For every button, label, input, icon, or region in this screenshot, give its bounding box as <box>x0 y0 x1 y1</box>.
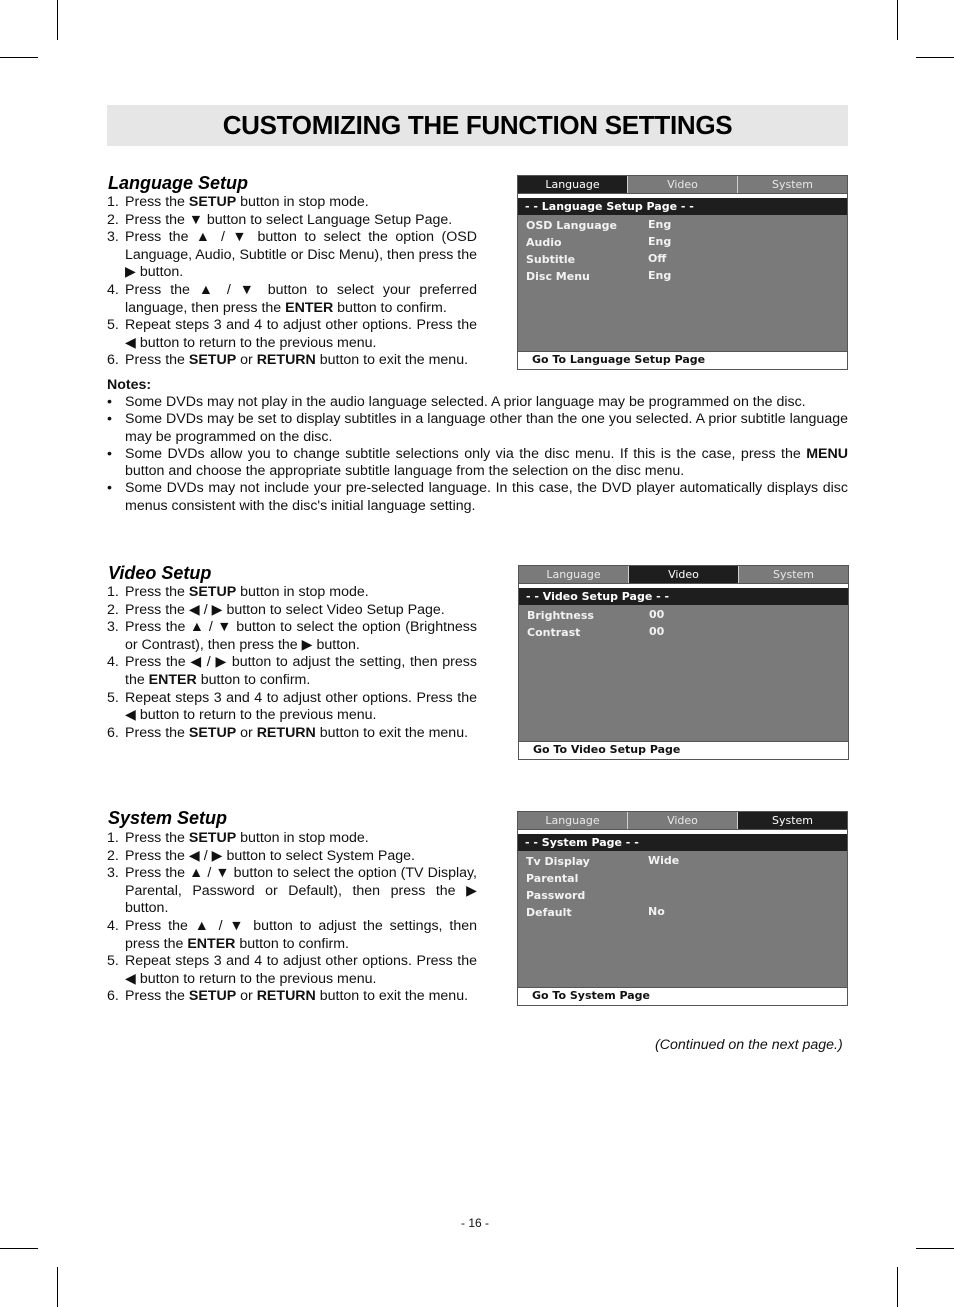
menu-option-label: Contrast <box>527 626 581 639</box>
menu-option-row[interactable] <box>518 905 847 922</box>
crop-mark <box>0 57 38 58</box>
title-bar <box>107 105 848 146</box>
step-item: 1. Press the SETUP button in stop mode. <box>107 584 369 600</box>
menu-option-row[interactable] <box>518 269 847 286</box>
note-item: • Some DVDs may not include your pre-selected language. In this case, the DVD player automatically displays disc menus consistent with the disc's initial language setting. <box>107 480 848 514</box>
step-item: 6. Press the SETUP or RETURN button to exit the menu. <box>107 724 469 741</box>
system-setup-heading: System Setup <box>108 808 228 828</box>
step-item: 5. Repeat steps 3 and 4 to adjust other options. Press the ◀ button to return to the previous menu. <box>107 317 477 351</box>
step-item: 4. Press the ▲ / ▼ button to select your preferred language, then press the ENTER button to confirm. <box>107 281 477 316</box>
menu-option-value: 00 <box>649 625 665 638</box>
crop-mark <box>897 1267 898 1307</box>
menu-tabs <box>518 176 847 194</box>
menu-tab-video[interactable]: Video <box>627 812 737 829</box>
menu-option-label: Tv Display <box>526 855 590 868</box>
menu-option-row[interactable] <box>518 854 847 871</box>
step-item: 3. Press the ▲ / ▼ button to select the option (Brightness or Contrast), then press the ▶ button. <box>107 619 477 653</box>
menu-option-row[interactable] <box>518 871 847 888</box>
menu-option-label: Disc Menu <box>526 270 590 283</box>
menu-option-label: Brightness <box>527 609 594 622</box>
menu-option-label: Audio <box>526 236 562 249</box>
step-item: 6. Press the SETUP or RETURN button to exit the menu. <box>107 988 469 1005</box>
menu-tab-language[interactable]: Language <box>518 812 627 829</box>
menu-page-title: - - System Page - - <box>518 834 847 851</box>
page-number: - 16 - <box>461 1216 490 1230</box>
video-setup-heading: Video Setup <box>108 563 212 583</box>
menu-option-row[interactable] <box>518 218 847 235</box>
language-setup-heading: Language Setup <box>108 173 249 193</box>
language-setup-menu <box>517 175 848 370</box>
note-item: • Some DVDs may be set to display subtitles in a language other than the one you selected. A prior subtitle language may be programmed on the disc. <box>107 411 848 445</box>
video-setup-steps <box>107 584 477 742</box>
step-item: 1. Press the SETUP button in stop mode. <box>107 194 369 210</box>
menu-option-value: Wide <box>648 854 680 867</box>
menu-footer: Go To System Page <box>518 987 847 1005</box>
menu-option-label: Password <box>526 889 586 902</box>
continued-note: (Continued on the next page.) <box>655 1037 843 1053</box>
menu-tabs <box>518 812 847 830</box>
menu-option-label: Subtitle <box>526 253 576 266</box>
step-item: 1. Press the SETUP button in stop mode. <box>107 830 369 846</box>
menu-option-row[interactable] <box>519 608 848 625</box>
crop-mark <box>0 1248 38 1249</box>
menu-tab-system[interactable]: System <box>738 566 848 583</box>
menu-tabs <box>519 566 848 584</box>
menu-footer: Go To Video Setup Page <box>519 741 848 759</box>
step-item: 2. Press the ◀ / ▶ button to select Video Setup Page. <box>107 601 445 618</box>
menu-option-value: Eng <box>648 269 672 282</box>
note-item: • Some DVDs allow you to change subtitle selections only via the disc menu. If this is the case, press the MENU button and choose the appropriate subtitle language from the selection on the disc menu. <box>107 445 848 480</box>
notes-heading: Notes: <box>107 377 152 393</box>
note-item: • Some DVDs may not play in the audio language selected. A prior language may be programmed on the disc. <box>107 394 806 410</box>
menu-options <box>518 215 847 351</box>
step-item: 4. Press the ▲ / ▼ button to adjust the settings, then press the ENTER button to confirm. <box>107 917 477 952</box>
system-setup-steps <box>107 830 477 1006</box>
crop-mark <box>916 1248 954 1249</box>
menu-footer: Go To Language Setup Page <box>518 351 847 369</box>
menu-option-value: Off <box>648 252 667 265</box>
menu-tab-system[interactable]: System <box>737 812 847 829</box>
menu-option-row[interactable] <box>518 888 847 905</box>
step-item: 5. Repeat steps 3 and 4 to adjust other options. Press the ◀ button to return to the previous menu. <box>107 953 477 987</box>
crop-mark <box>916 57 954 58</box>
menu-option-label: Parental <box>526 872 579 885</box>
step-item: 5. Repeat steps 3 and 4 to adjust other options. Press the ◀ button to return to the previous menu. <box>107 689 477 724</box>
menu-options <box>518 851 847 987</box>
menu-option-row[interactable] <box>518 235 847 252</box>
notes-list <box>107 394 848 515</box>
step-item: 4. Press the ◀ / ▶ button to adjust the setting, then press the ENTER button to confirm. <box>107 654 477 688</box>
menu-option-label: OSD Language <box>526 219 617 232</box>
menu-options <box>519 605 848 741</box>
step-item: 3. Press the ▲ / ▼ button to select the option (TV Display, Parental, Password or Default), then press the ▶ button. <box>107 865 477 917</box>
step-item: 3. Press the ▲ / ▼ button to select the option (OSD Language, Audio, Subtitle or Disc Menu), then press the ▶ button. <box>107 229 477 281</box>
step-item: 2. Press the ▼ button to select Language Setup Page. <box>107 211 453 228</box>
system-setup-menu <box>517 811 848 1006</box>
crop-mark <box>57 1267 58 1307</box>
menu-option-label: Default <box>526 906 572 919</box>
menu-page-title: - - Video Setup Page - - <box>519 588 848 605</box>
menu-option-row[interactable] <box>518 252 847 269</box>
menu-option-row[interactable] <box>519 625 848 642</box>
menu-tab-language[interactable]: Language <box>518 176 627 193</box>
crop-mark <box>57 0 58 40</box>
menu-tab-language[interactable]: Language <box>519 566 628 583</box>
menu-option-value: No <box>648 905 665 918</box>
video-setup-menu <box>518 565 849 760</box>
crop-mark <box>897 0 898 40</box>
menu-option-value: Eng <box>648 235 672 248</box>
step-item: 6. Press the SETUP or RETURN button to exit the menu. <box>107 352 469 369</box>
menu-option-value: 00 <box>649 608 665 621</box>
menu-tab-video[interactable]: Video <box>628 566 738 583</box>
menu-tab-system[interactable]: System <box>737 176 847 193</box>
step-item: 2. Press the ◀ / ▶ button to select System Page. <box>107 847 415 864</box>
page-title: CUSTOMIZING THE FUNCTION SETTINGS <box>222 110 733 140</box>
menu-option-value: Eng <box>648 218 672 231</box>
menu-page-title: - - Language Setup Page - - <box>518 198 847 215</box>
menu-tab-video[interactable]: Video <box>627 176 737 193</box>
language-setup-steps <box>107 194 477 370</box>
